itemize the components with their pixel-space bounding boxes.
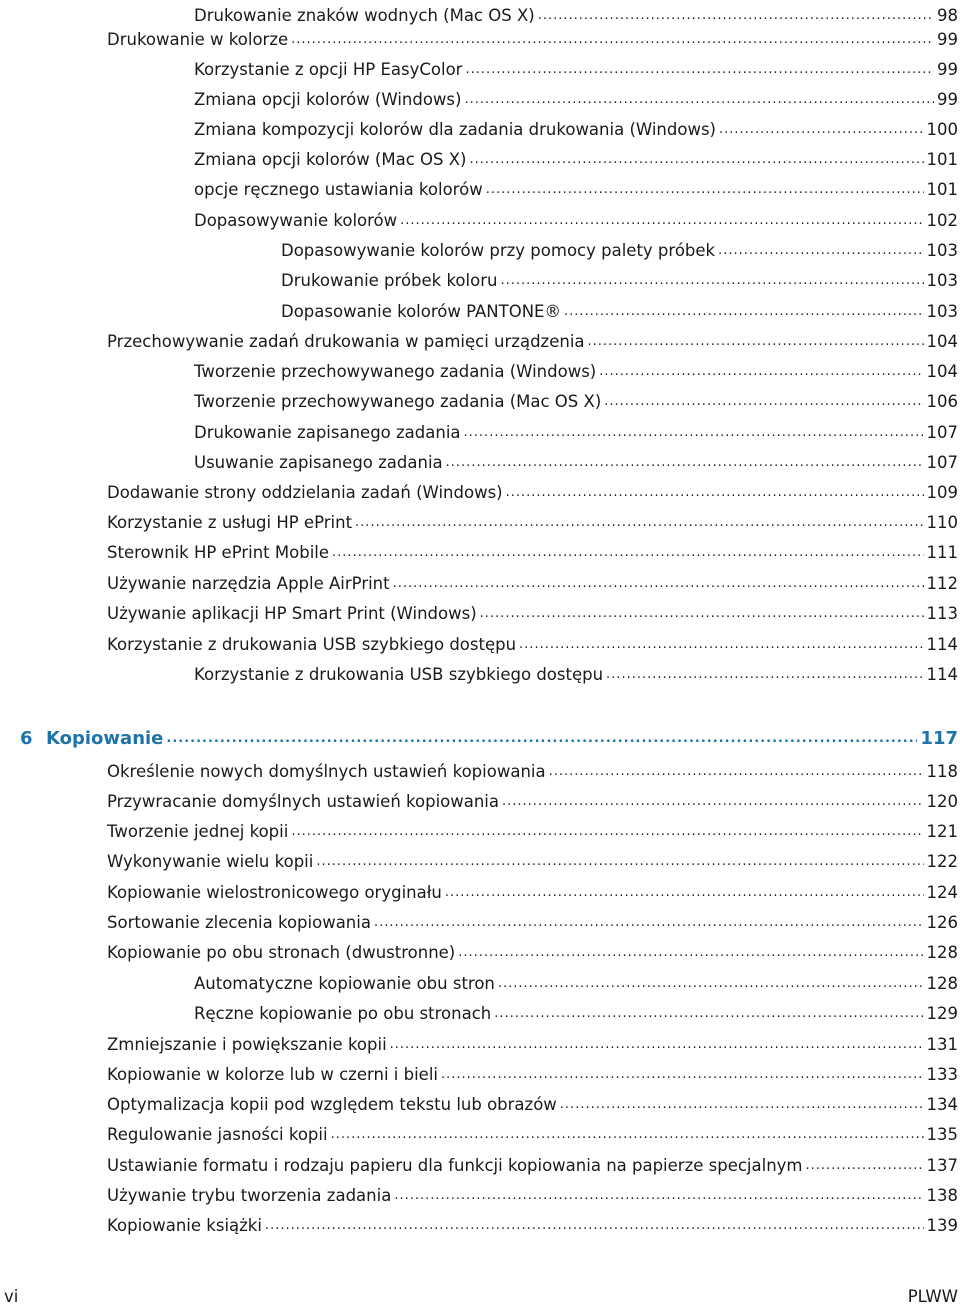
toc-entry-page: 118 [926, 761, 958, 781]
toc-entry[interactable] [194, 968, 958, 998]
dot-leader [494, 1006, 923, 1021]
toc-entry-page: 99 [937, 59, 958, 79]
toc-entry-page: 101 [926, 149, 958, 169]
dot-leader [500, 273, 923, 288]
toc-entry-title: Kopiowanie wielostronicowego oryginału [107, 882, 442, 902]
dot-leader [465, 62, 934, 77]
toc-entry[interactable] [281, 235, 958, 265]
toc-entry-page: 122 [926, 851, 958, 871]
toc-entry-page: 99 [937, 29, 958, 49]
toc-entry-page: 103 [926, 301, 958, 321]
toc-entry-page: 114 [926, 664, 958, 684]
toc-entry-title: Zmiana opcji kolorów (Windows) [194, 89, 462, 109]
toc-entry-title: Dopasowanie kolorów PANTONE® [281, 301, 561, 321]
toc-entry-title: opcje ręcznego ustawiania kolorów [194, 179, 483, 199]
toc-entry-page: 103 [926, 240, 958, 260]
toc-entry[interactable] [107, 598, 958, 628]
toc-entry[interactable] [194, 386, 958, 416]
toc-entry-page: 114 [926, 634, 958, 654]
dot-leader [331, 1127, 924, 1142]
toc-entry[interactable] [107, 326, 958, 356]
toc-entry-title: Automatyczne kopiowanie obu stron [194, 973, 495, 993]
toc-entry[interactable] [194, 356, 958, 386]
toc-entry-page: 113 [926, 603, 958, 623]
dot-leader [166, 731, 917, 746]
toc-entry-title: Zmiana opcji kolorów (Mac OS X) [194, 149, 467, 169]
toc-entry-title: Sortowanie zlecenia kopiowania [107, 912, 371, 932]
chapter-page: 117 [920, 727, 958, 749]
dot-leader [390, 1037, 924, 1052]
dot-leader [332, 545, 923, 560]
toc-entry-page: 138 [926, 1185, 958, 1205]
dot-leader [374, 915, 924, 930]
dot-leader [464, 92, 934, 107]
toc-entry[interactable] [194, 54, 958, 84]
toc-entry[interactable] [194, 417, 958, 447]
toc-entry[interactable] [107, 1210, 958, 1240]
dot-leader [599, 364, 923, 379]
toc-entry[interactable] [107, 568, 958, 598]
dot-leader [486, 182, 924, 197]
toc-entry-title: Korzystanie z opcji HP EasyColor [194, 59, 463, 79]
chapter-heading[interactable] [20, 721, 958, 755]
toc-entry-title: Używanie narzędzia Apple AirPrint [107, 573, 390, 593]
toc-entry-page: 98 [937, 5, 958, 25]
toc-entry-title: Drukowanie zapisanego zadania [194, 422, 461, 442]
toc-entry-page: 99 [937, 89, 958, 109]
toc-entry-page: 106 [926, 391, 958, 411]
toc-entry-title: Ręczne kopiowanie po obu stronach [194, 1003, 492, 1023]
toc-entry-title: Przywracanie domyślnych ustawień kopiowania [107, 791, 500, 811]
toc-entry-page: 128 [926, 942, 958, 962]
toc-entry[interactable] [107, 477, 958, 507]
toc-entry-page: 129 [926, 1003, 958, 1023]
toc-entry[interactable] [107, 816, 958, 846]
toc-entry-page: 133 [926, 1064, 958, 1084]
dot-leader [464, 425, 924, 440]
toc-entry[interactable] [194, 205, 958, 235]
toc-entry-page: 120 [926, 791, 958, 811]
toc-entry[interactable] [194, 84, 958, 114]
toc-entry-title: Drukowanie w kolorze [107, 29, 289, 49]
toc-entry-title: Drukowanie znaków wodnych (Mac OS X) [194, 5, 535, 25]
chapter-title: Kopiowanie [46, 727, 164, 749]
dot-leader [604, 394, 923, 409]
toc-entry[interactable] [107, 537, 958, 567]
toc-entry-title: Dopasowywanie kolorów [194, 210, 398, 230]
dot-leader [549, 764, 924, 779]
dot-leader [355, 515, 923, 530]
dot-leader [560, 1097, 924, 1112]
toc-entry-page: 109 [926, 482, 958, 502]
toc-entry-title: Kopiowanie w kolorze lub w czerni i bieli [107, 1064, 438, 1084]
toc-entry-page: 104 [926, 361, 958, 381]
dot-leader [446, 455, 924, 470]
toc-entry[interactable] [194, 998, 958, 1028]
dot-leader [480, 606, 924, 621]
toc-entry[interactable] [107, 756, 958, 786]
dot-leader [441, 1067, 924, 1082]
toc-entry-page: 112 [926, 573, 958, 593]
toc-entry[interactable] [107, 1029, 958, 1059]
toc-entry[interactable] [107, 507, 958, 537]
toc-entry-page: 102 [926, 210, 958, 230]
toc-entry-title: Przechowywanie zadań drukowania w pamięci urządzenia [107, 331, 585, 351]
dot-leader [445, 885, 924, 900]
dot-leader [718, 243, 923, 258]
toc-entry-title: Zmniejszanie i powiększanie kopii [107, 1034, 387, 1054]
dot-leader [291, 32, 934, 47]
toc-entry-page: 100 [926, 119, 958, 139]
toc-entry[interactable] [281, 296, 958, 326]
page-number: vi [4, 1287, 19, 1306]
toc-entry[interactable] [107, 877, 958, 907]
toc-entry-title: Kopiowanie książki [107, 1215, 262, 1235]
toc-entry-page: 139 [926, 1215, 958, 1235]
toc-entry-title: Używanie aplikacji HP Smart Print (Windows) [107, 603, 477, 623]
toc-entry[interactable] [107, 1089, 958, 1119]
toc-entry-title: Używanie trybu tworzenia zadania [107, 1185, 392, 1205]
toc-entry[interactable] [107, 937, 958, 967]
dot-leader [498, 976, 924, 991]
toc-entry[interactable] [107, 629, 958, 659]
toc-entry-title: Optymalizacja kopii pod względem tekstu lub obrazów [107, 1094, 557, 1114]
toc-entry-page: 135 [926, 1124, 958, 1144]
dot-leader [458, 945, 923, 960]
dot-leader [469, 152, 923, 167]
dot-leader [394, 1188, 923, 1203]
chapter-number: 6 [20, 727, 33, 749]
toc-entry[interactable] [107, 907, 958, 937]
dot-leader [265, 1218, 924, 1233]
toc-entry-title: Dopasowywanie kolorów przy pomocy palety próbek [281, 240, 716, 260]
toc-entry-title: Korzystanie z drukowania USB szybkiego dostępu [194, 664, 604, 684]
dot-leader [519, 637, 923, 652]
dot-leader [400, 213, 923, 228]
toc-entry-title: Wykonywanie wielu kopii [107, 851, 314, 871]
toc-entry-page: 110 [926, 512, 958, 532]
toc-entry-page: 134 [926, 1094, 958, 1114]
toc-entry-page: 104 [926, 331, 958, 351]
toc-entry-title: Tworzenie przechowywanego zadania (Mac OS X) [194, 391, 602, 411]
toc-entry[interactable] [107, 846, 958, 876]
toc-entry[interactable] [107, 1059, 958, 1089]
toc-entry-title: Korzystanie z usługi HP ePrint [107, 512, 353, 532]
dot-leader [502, 794, 923, 809]
dot-leader [393, 576, 924, 591]
toc-entry-page: 103 [926, 270, 958, 290]
toc-entry-title: Drukowanie próbek koloru [281, 270, 498, 290]
toc-entry-page: 124 [926, 882, 958, 902]
toc-entry[interactable] [194, 144, 958, 174]
toc-entry-page: 121 [926, 821, 958, 841]
toc-entry-page: 107 [926, 452, 958, 472]
toc-entry-page: 137 [926, 1155, 958, 1175]
toc-entry[interactable] [281, 265, 958, 295]
toc-entry-title: Ustawianie formatu i rodzaju papieru dla funkcji kopiowania na papierze specjalnym [107, 1155, 803, 1175]
toc-entry[interactable] [194, 174, 958, 204]
dot-leader [538, 8, 934, 23]
toc-entry-title: Usuwanie zapisanego zadania [194, 452, 443, 472]
toc-entry[interactable] [107, 786, 958, 816]
toc-entry-title: Tworzenie jednej kopii [107, 821, 289, 841]
dot-leader [606, 667, 923, 682]
dot-leader [719, 122, 924, 137]
toc-entry[interactable] [194, 659, 958, 689]
toc-entry-page: 128 [926, 973, 958, 993]
footer-locale: PLWW [907, 1287, 958, 1306]
toc-entry[interactable] [194, 114, 958, 144]
toc-entry[interactable] [194, 447, 958, 477]
toc-entry-page: 126 [926, 912, 958, 932]
dot-leader [806, 1158, 924, 1173]
toc-entry[interactable] [107, 1150, 958, 1180]
toc-entry-page: 131 [926, 1034, 958, 1054]
dot-leader [506, 485, 924, 500]
toc-entry-title: Sterownik HP ePrint Mobile [107, 542, 330, 562]
toc-entry[interactable] [107, 1180, 958, 1210]
toc-entry-page: 101 [926, 179, 958, 199]
toc-entry-page: 107 [926, 422, 958, 442]
toc-entry-page: 111 [926, 542, 958, 562]
toc-entry-title: Kopiowanie po obu stronach (dwustronne) [107, 942, 456, 962]
toc-entry-title: Określenie nowych domyślnych ustawień kopiowania [107, 761, 546, 781]
dot-leader [291, 824, 923, 839]
toc-entry-title: Zmiana kompozycji kolorów dla zadania drukowania (Windows) [194, 119, 716, 139]
toc-entry-title: Dodawanie strony oddzielania zadań (Windows) [107, 482, 503, 502]
dot-leader [588, 334, 924, 349]
toc-entry[interactable] [107, 24, 958, 54]
dot-leader [316, 854, 923, 869]
toc-entry[interactable] [107, 1119, 958, 1149]
toc-entry-title: Korzystanie z drukowania USB szybkiego dostępu [107, 634, 517, 654]
toc-entry-title: Tworzenie przechowywanego zadania (Windows) [194, 361, 597, 381]
dot-leader [564, 304, 924, 319]
toc-entry-title: Regulowanie jasności kopii [107, 1124, 328, 1144]
